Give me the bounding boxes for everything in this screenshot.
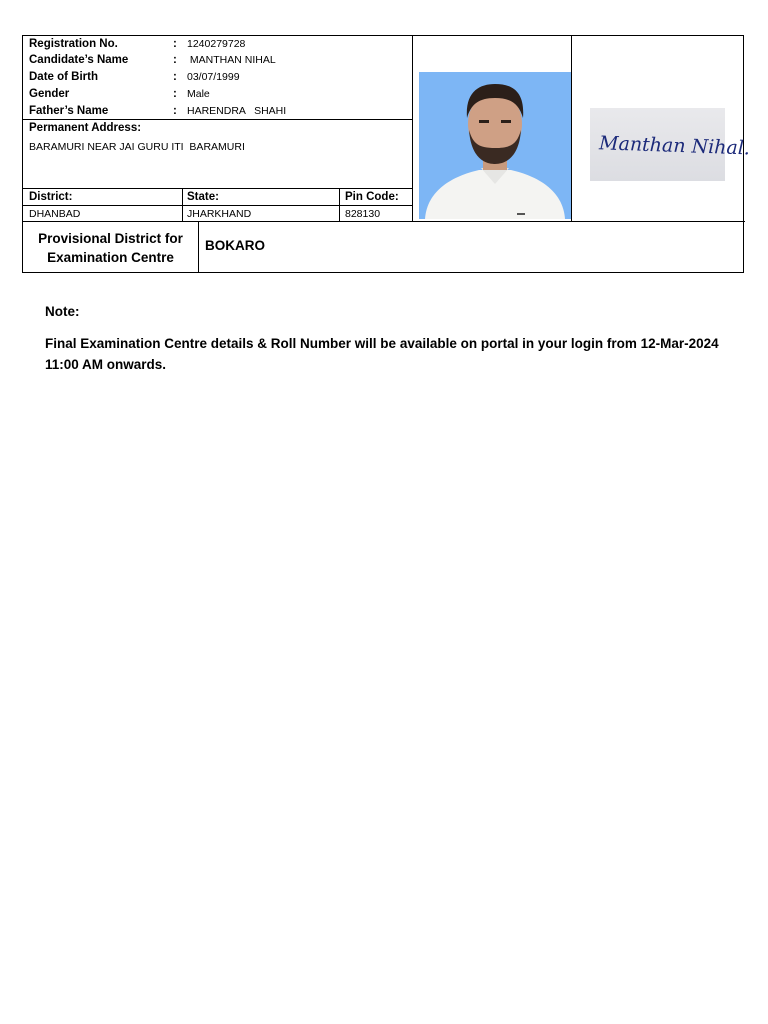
district-value: DHANBAD — [29, 208, 81, 220]
district-state-divider — [182, 188, 183, 221]
signature-text: Manthan Nihal. — [598, 132, 751, 160]
state-label: State: — [187, 191, 219, 203]
address-value: BARAMURI NEAR JAI GURU ITI BARAMURI — [29, 141, 245, 153]
gender-label: Gender — [29, 88, 70, 100]
gender-value: Male — [187, 88, 210, 100]
candidate-signature — [590, 108, 751, 181]
district-label: District: — [29, 191, 73, 203]
pin-value: 828130 — [345, 208, 381, 220]
gender-separator: : — [173, 88, 177, 100]
registration-value: 1240279728 — [187, 38, 246, 50]
father-value: HARENDRA SHAHI — [187, 105, 287, 117]
address-label: Permanent Address: — [29, 122, 142, 134]
details-photo-divider — [412, 36, 413, 221]
person-photo-icon — [419, 72, 571, 219]
name-label: Candidate’s Name — [29, 54, 129, 66]
note-text: Final Examination Centre details & Roll Number will be available on portal in your login from 12-Mar-2024 11:00 AM onwards. — [45, 336, 719, 372]
candidate-photo — [419, 72, 571, 219]
exam-centre-divider — [198, 221, 199, 273]
photo-signature-divider — [571, 36, 572, 221]
exam-centre-label: Provisional District for Examination Centre — [38, 231, 183, 265]
name-value: MANTHAN NIHAL — [187, 54, 276, 66]
note-title: Note: — [45, 304, 80, 319]
location-mid-divider — [23, 205, 412, 206]
candidate-details-card — [22, 35, 751, 273]
exam-centre-value: BOKARO — [205, 238, 265, 253]
father-separator: : — [173, 105, 177, 117]
registration-separator: : — [173, 38, 177, 50]
dob-separator: : — [173, 71, 177, 83]
pin-label: Pin Code: — [345, 191, 399, 203]
dob-value: 03/07/1999 — [187, 71, 240, 83]
state-value: JHARKHAND — [187, 208, 252, 220]
registration-label: Registration No. — [29, 38, 118, 50]
location-top-divider — [23, 188, 412, 189]
father-label: Father’s Name — [29, 105, 109, 117]
state-pin-divider — [339, 188, 340, 221]
name-separator: : — [173, 54, 177, 66]
address-top-divider — [23, 119, 412, 120]
signature-icon — [590, 108, 751, 181]
dob-label: Date of Birth — [29, 71, 98, 83]
